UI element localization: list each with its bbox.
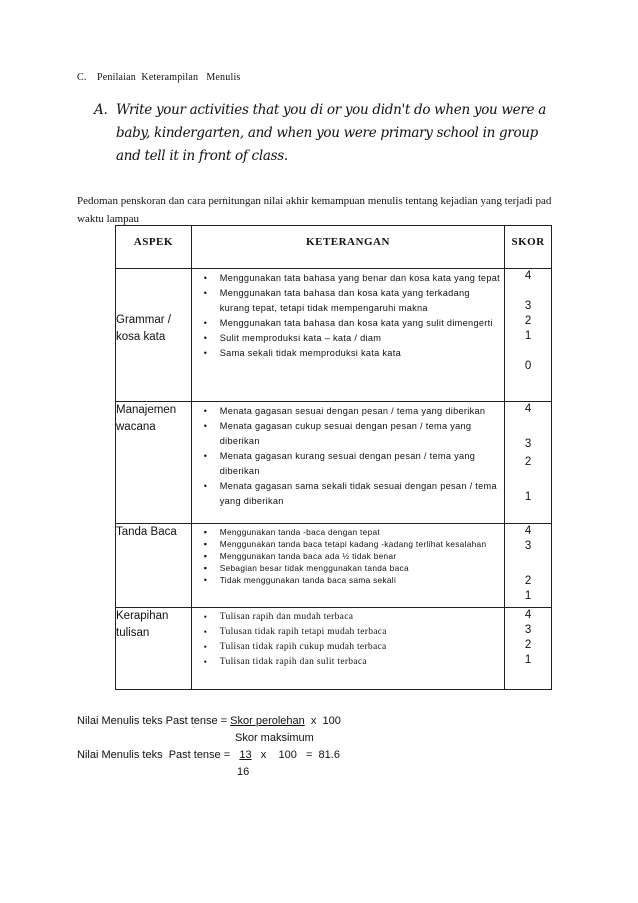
table-row	[116, 402, 552, 524]
scoring-guide-intro: Pedoman penskoran dan cara pernitungan nilai akhir kemampuan menulis tentang kejadian yang terjadi pad waktu lampau	[77, 195, 552, 225]
formula-line-2	[77, 730, 341, 747]
criteria-item: • Menata gagasan kurang sesuai dengan pesan / tema yang diberikan	[203, 451, 476, 476]
criteria-cell	[191, 608, 504, 690]
instruction-text: Write your activities that you di or you didn't do when you were a baby, kindergarten, and when you were primary school in group and tell it in front of class.	[116, 102, 546, 164]
bullet-icon: •	[203, 481, 208, 491]
score-value: 2	[524, 639, 532, 651]
score-value: 1	[524, 590, 532, 602]
aspek-cell: Kerapihan tulisan	[116, 608, 192, 690]
score-cell	[505, 269, 552, 402]
aspek-cell: Manajemen wacana	[116, 402, 192, 524]
criteria-item: • Menata gagasan sesuai dengan pesan / tema yang diberikan	[192, 404, 502, 419]
score-value: 4	[524, 609, 532, 621]
score-value: 4	[524, 403, 532, 415]
table-row	[116, 269, 552, 402]
criteria-item: • Tulusan tidak rapih tetapi mudah terbaca	[192, 625, 502, 640]
criteria-cell	[191, 269, 504, 402]
bullet-icon: ▪	[203, 527, 208, 537]
score-value: 2	[524, 456, 532, 468]
score-value: 1	[524, 654, 532, 666]
score-value: 1	[524, 330, 532, 342]
criteria-cell	[191, 402, 504, 524]
criteria-item: • Sulit memproduksi kata – kata / diam	[192, 331, 502, 346]
bullet-icon: •	[203, 333, 208, 343]
criteria-item: • Menggunakan tata bahasa dan kosa kata yang sulit dimengerti	[192, 316, 502, 331]
formula-numerator: Skor perolehan	[230, 715, 305, 727]
bullet-icon: •	[203, 657, 208, 667]
table-header-row	[116, 226, 552, 269]
header-aspek: ASPEK	[116, 226, 192, 269]
score-value: 0	[524, 360, 532, 372]
bullet-icon: •	[203, 406, 208, 416]
criteria-item: ▪ Menggunakan tanda -baca dengan tepat	[203, 527, 381, 537]
header-skor: SKOR	[505, 226, 552, 269]
aspek-cell: Tanda Baca	[116, 524, 192, 608]
criteria-item: • Tulisan rapih dan mudah terbaca	[192, 610, 502, 625]
score-value: 2	[524, 315, 532, 327]
criteria-item: • Sama sekali tidak memproduksi kata kata	[192, 346, 502, 361]
criteria-item: ▪ Menggunakan tanda baca tetapi kadang -kadang terlihat kesalahan	[203, 539, 487, 549]
formula-numerator: 13	[239, 749, 252, 761]
instruction-block	[94, 99, 554, 168]
bullet-icon: •	[203, 451, 208, 461]
bullet-icon: •	[203, 612, 208, 622]
criteria-item: ▪ Sebagian besar tidak menggunakan tanda baca	[203, 563, 409, 573]
bullet-icon: •	[203, 288, 208, 298]
score-value: 3	[524, 438, 532, 450]
aspek-cell: Grammar / kosa kata	[116, 269, 192, 402]
bullet-icon: •	[203, 642, 208, 652]
criteria-item: • Menata gagasan sama sekali tidak sesuai dengan pesan / tema yang diberikan	[203, 481, 497, 506]
formula-denominator: Skor maksimum	[235, 732, 314, 744]
bullet-icon: •	[203, 318, 208, 328]
bullet-icon: ▪	[203, 563, 208, 573]
table-row	[116, 608, 552, 690]
criteria-item: • Menata gagasan cukup sesuai dengan pesan / tema yang diberikan	[203, 421, 472, 446]
score-value: 2	[524, 575, 532, 587]
bullet-icon: •	[203, 348, 208, 358]
score-value: 3	[524, 624, 532, 636]
formula-line-4	[77, 764, 341, 781]
score-cell	[505, 524, 552, 608]
table-row	[116, 524, 552, 608]
score-value: 1	[524, 491, 532, 503]
score-cell	[505, 402, 552, 524]
score-formula	[77, 713, 341, 781]
section-heading	[77, 72, 241, 83]
score-value: 4	[524, 525, 532, 537]
section-title-text: Penilaian Keterampilan Menulis	[97, 72, 241, 83]
score-value: 4	[524, 270, 532, 282]
bullet-icon: ▪	[203, 539, 208, 549]
bullet-icon: •	[203, 421, 208, 431]
formula-line-3: Nilai Menulis teks Past tense = 13 x 100 = 81.6	[77, 749, 340, 761]
criteria-item: • Menggunakan tata bahasa yang benar dan kosa kata yang tepat	[192, 271, 502, 286]
criteria-item: • Tulisan tidak rapih cukup mudah terbaca	[192, 640, 502, 655]
score-value: 3	[524, 300, 532, 312]
formula-line-1: Nilai Menulis teks Past tense = Skor perolehan x 100	[77, 715, 341, 727]
criteria-item: • Tidak menggunakan tanda baca sama sekali	[203, 575, 397, 585]
bullet-icon: •	[203, 575, 208, 585]
criteria-cell	[191, 524, 504, 608]
formula-denominator: 16	[237, 766, 250, 778]
rubric-table	[115, 225, 552, 690]
header-keterangan: KETERANGAN	[191, 226, 504, 269]
bullet-icon: •	[203, 627, 208, 637]
criteria-item: • Tulisan tidak rapih dan sulit terbaca	[192, 655, 502, 670]
criteria-item: ▪ Menggunakan tanda baca ada ½ tidak benar	[203, 551, 397, 561]
score-value: 3	[524, 540, 532, 552]
bullet-icon: •	[203, 273, 208, 283]
criteria-item: • Menggunakan tata bahasa dan kosa kata yang terkadang kurang tepat, tetapi tidak mempengaruhi makna	[203, 288, 470, 313]
instruction-letter: A.	[94, 102, 108, 118]
score-cell	[505, 608, 552, 690]
bullet-icon: ▪	[203, 551, 208, 561]
section-number: C.	[77, 72, 87, 83]
